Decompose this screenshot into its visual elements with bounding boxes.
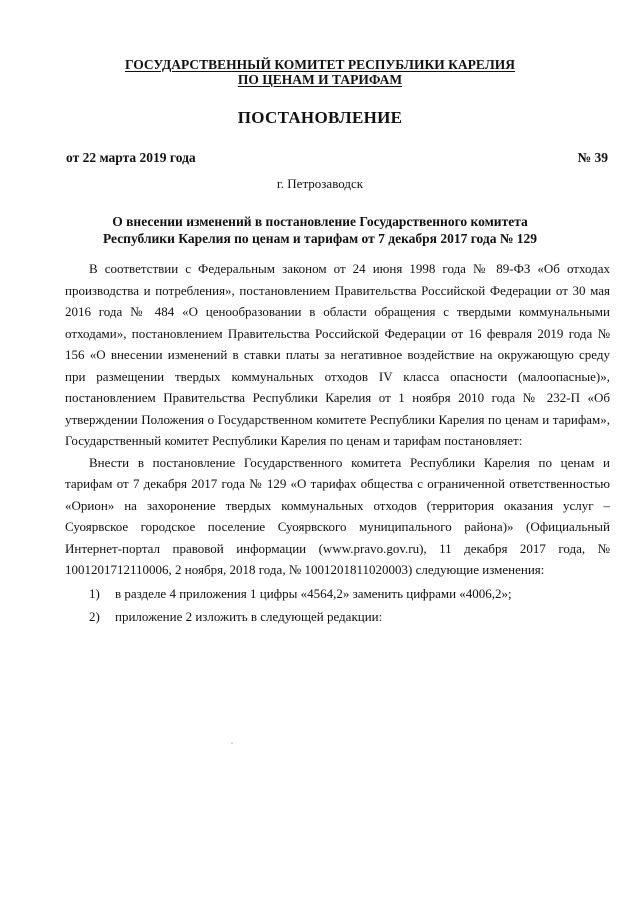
subject-line-2: Республики Карелия по ценам и тарифам от 7 декабря 2017 года № 129 (102, 231, 538, 246)
document-number: № 39 (577, 150, 608, 165)
list-item (65, 606, 610, 628)
body-paragraph-2: Внести в постановление Государственного комитета Республики Карелия по ценам и тарифам от 7 декабря 2017 года № 129 «О тарифах общества с ограниченной ответственностью «Орион» на захоронение твердых коммунальных отходов (территория оказания услуг – Суоярвское городское поселение Суоярвского муниципального района)» (Официальный Интернет-портал правовой информации (www.pravo.gov.ru), 11 декабря 2017 года, № 1001201712110006, 2 ноября, 2018 года, № 1001201811020003) следующие изменения: (65, 454, 610, 577)
document-city: г. Петрозаводск (276, 176, 364, 191)
scan-speck (231, 742, 233, 744)
document-title: ПОСТАНОВЛЕНИЕ (237, 108, 403, 127)
subject-line-1: О внесении изменений в постановление Государственного комитета (112, 214, 528, 229)
document-body (65, 258, 610, 630)
issuing-authority-header (0, 57, 640, 87)
authority-line-2: ПО ЦЕНАМ И ТАРИФАМ (237, 72, 403, 87)
list-item-text: приложение 2 изложить в следующей редакции: (115, 609, 383, 624)
list-item-text: в разделе 4 приложения 1 цифры «4564,2» заменить цифрами «4006,2»; (115, 585, 512, 601)
body-paragraph-1: В соответствии с Федеральным законом от 24 июня 1998 года № 89-ФЗ «Об отходах производства и потребления», постановлением Правительства Российской Федерации от 30 мая 2016 года № 484 «О ценообразовании в области обращения с твердыми коммунальными отходами», постановлением Правительства Российской Федерации от 16 февраля 2019 года № 156 «О внесении изменений в ставки платы за негативное воздействие на окружающую среду при размещении твердых коммунальных отходов IV класса опасности (малоопасные)», постановлением Правительства Республики Карелия от 1 ноября 2010 года № 232-П «Об утверждении Положения о Государственном комитете Республики Карелия по ценам и тарифам», Государственный комитет Республики Карелия по ценам и тарифам постановляет: (65, 261, 610, 448)
document-date: от 22 марта 2019 года (66, 150, 196, 165)
changes-list (65, 583, 610, 628)
document-subject (0, 213, 640, 247)
list-item-number: 1) (89, 585, 100, 601)
list-item-number: 2) (89, 609, 100, 624)
authority-line-1: ГОСУДАРСТВЕННЫЙ КОМИТЕТ РЕСПУБЛИКИ КАРЕЛИЯ (124, 57, 516, 72)
list-item (65, 583, 610, 605)
